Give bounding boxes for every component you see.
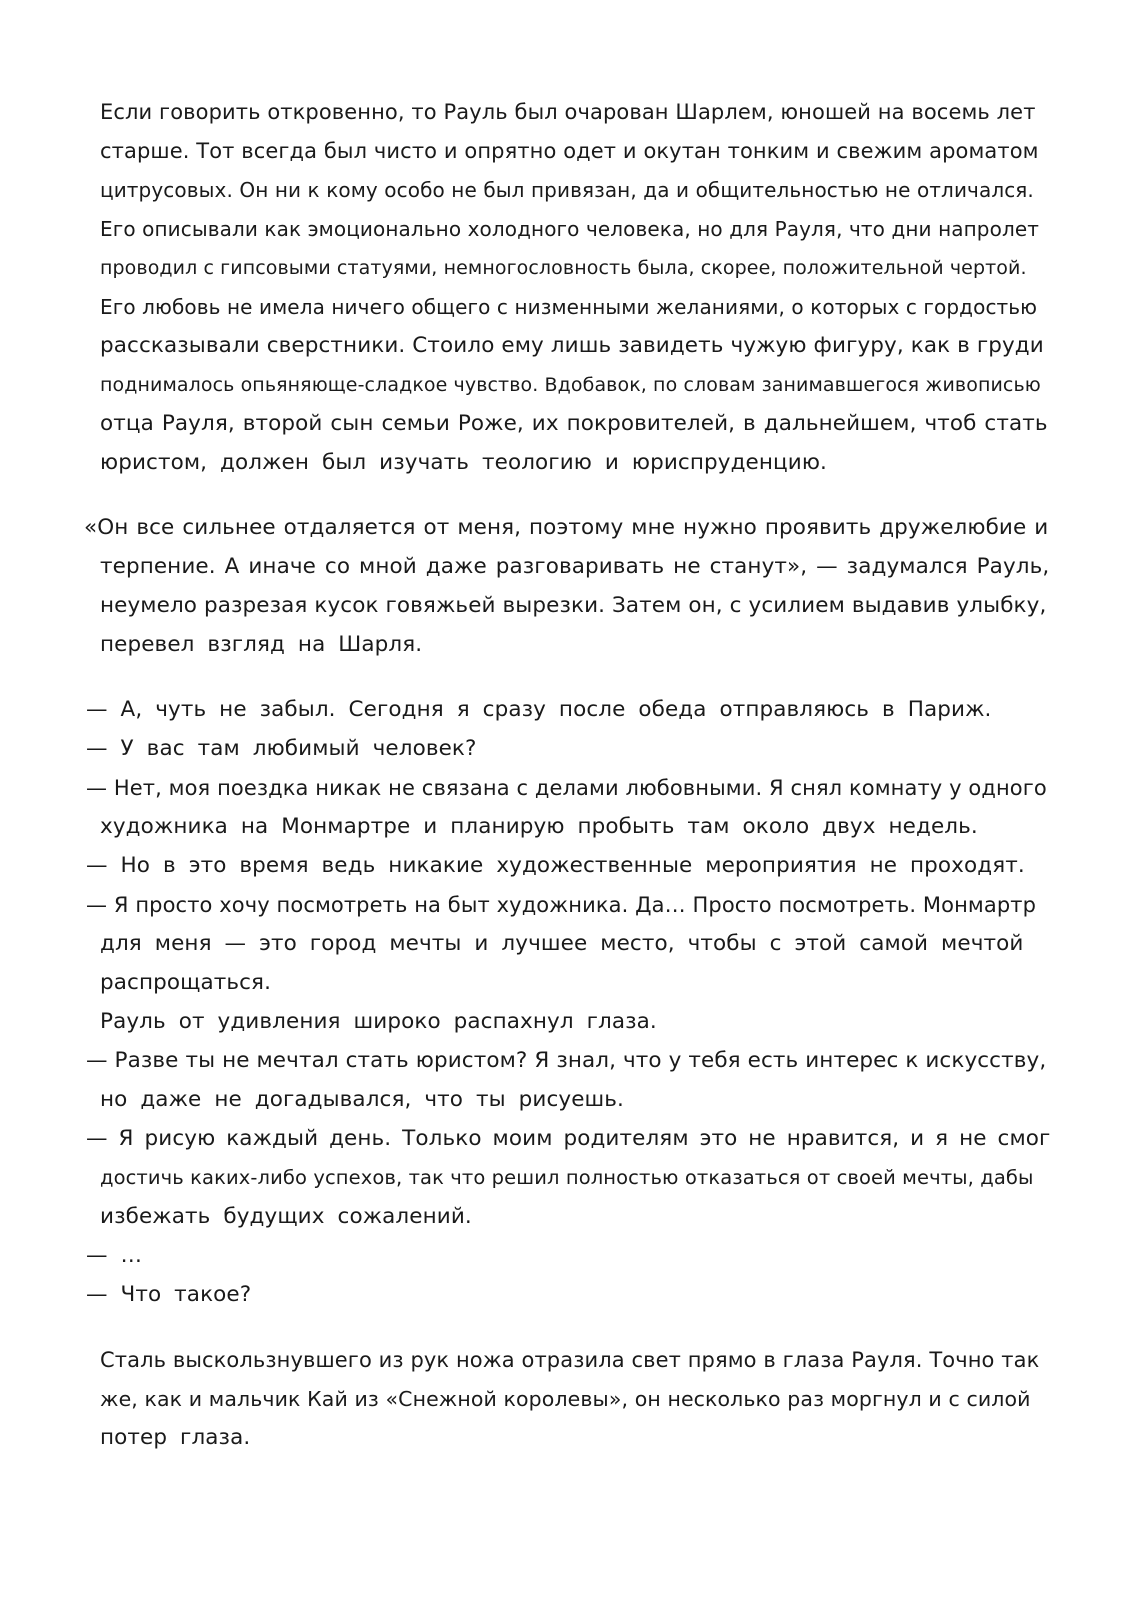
text-line: поднималось опьяняюще-сладкое чувство. Вдобавок, по словам занимавшегося живописью	[100, 374, 1041, 396]
dialogue-line: — Но в это время ведь никакие художественные мероприятия не проходят.	[86, 853, 1025, 878]
text-line: рассказывали сверстники. Стоило ему лишь завидеть чужую фигуру, как в груди	[100, 333, 1044, 358]
dialogue-line: для меня — это город мечты и лучшее место, чтобы с этой самой мечтой	[100, 931, 1024, 956]
text-line: Если говорить откровенно, то Рауль был очарован Шарлем, юношей на восемь лет	[100, 100, 1036, 124]
text-line: потер глаза.	[100, 1425, 251, 1450]
text-line: проводил с гипсовыми статуями, немногословность была, скорее, положительной чертой.	[100, 257, 1027, 279]
dialogue-line: избежать будущих сожалений.	[100, 1204, 472, 1229]
dialogue-line: — Я рисую каждый день. Только моим родителям это не нравится, и я не смог	[86, 1126, 1051, 1151]
dialogue-line: художника на Монмартре и планирую пробыть там около двух недель.	[100, 814, 978, 839]
text-line: неумело разрезая кусок говяжьей вырезки. Затем он, с усилием выдавив улыбку,	[100, 593, 1047, 618]
text-line: старше. Тот всегда был чисто и опрятно одет и окутан тонким и свежим ароматом	[100, 139, 1039, 163]
text-line: юристом, должен был изучать теологию и юриспруденцию.	[100, 450, 827, 475]
text-line: перевел взгляд на Шарля.	[100, 632, 423, 657]
dialogue-line: — А, чуть не забыл. Сегодня я сразу после обеда отправляюсь в Париж.	[86, 697, 992, 722]
dialogue-line: распрощаться.	[100, 970, 272, 995]
text-line: Сталь выскользнувшего из рук ножа отразила свет прямо в глаза Рауля. Точно так	[100, 1348, 1040, 1372]
narration-line: Рауль от удивления широко распахнул глаза.	[100, 1009, 657, 1034]
text-line: терпение. А иначе со мной даже разговаривать не станут», — задумался Рауль,	[100, 554, 1050, 579]
text-line: цитрусовых. Он ни к кому особо не был привязан, да и общительностью не отличался.	[100, 178, 1034, 202]
dialogue-line: но даже не догадывался, что ты рисуешь.	[100, 1087, 624, 1112]
text-line: же, как и мальчик Кай из «Снежной королевы», он несколько раз моргнул и с силой	[100, 1387, 1031, 1411]
dialogue-line: — Я просто хочу посмотреть на быт художника. Да… Просто посмотреть. Монмартр	[86, 893, 1037, 917]
dialogue-line: — Разве ты не мечтал стать юристом? Я знал, что у тебя есть интерес к искусству,	[86, 1048, 1047, 1073]
dialogue-line: достичь каких-либо успехов, так что решил полностью отказаться от своей мечты, дабы	[100, 1166, 1034, 1189]
text-line: Его любовь не имела ничего общего с низменными желаниями, о которых с гордостью	[100, 295, 1038, 319]
text-line: Его описывали как эмоционально холодного человека, но для Рауля, что дни напролет	[100, 217, 1039, 241]
dialogue-line: — Нет, моя поездка никак не связана с делами любовными. Я снял комнату у одного	[86, 776, 1047, 800]
dialogue-line: — Что такое?	[86, 1282, 252, 1307]
text-line: отца Рауля, второй сын семьи Роже, их покровителей, в дальнейшем, чтоб стать	[100, 411, 1048, 436]
text-line: «Он все сильнее отдаляется от меня, поэтому мне нужно проявить дружелюбие и	[84, 515, 1049, 540]
dialogue-line: — У вас там любимый человек?	[86, 736, 477, 761]
dialogue-line: — …	[86, 1243, 143, 1268]
